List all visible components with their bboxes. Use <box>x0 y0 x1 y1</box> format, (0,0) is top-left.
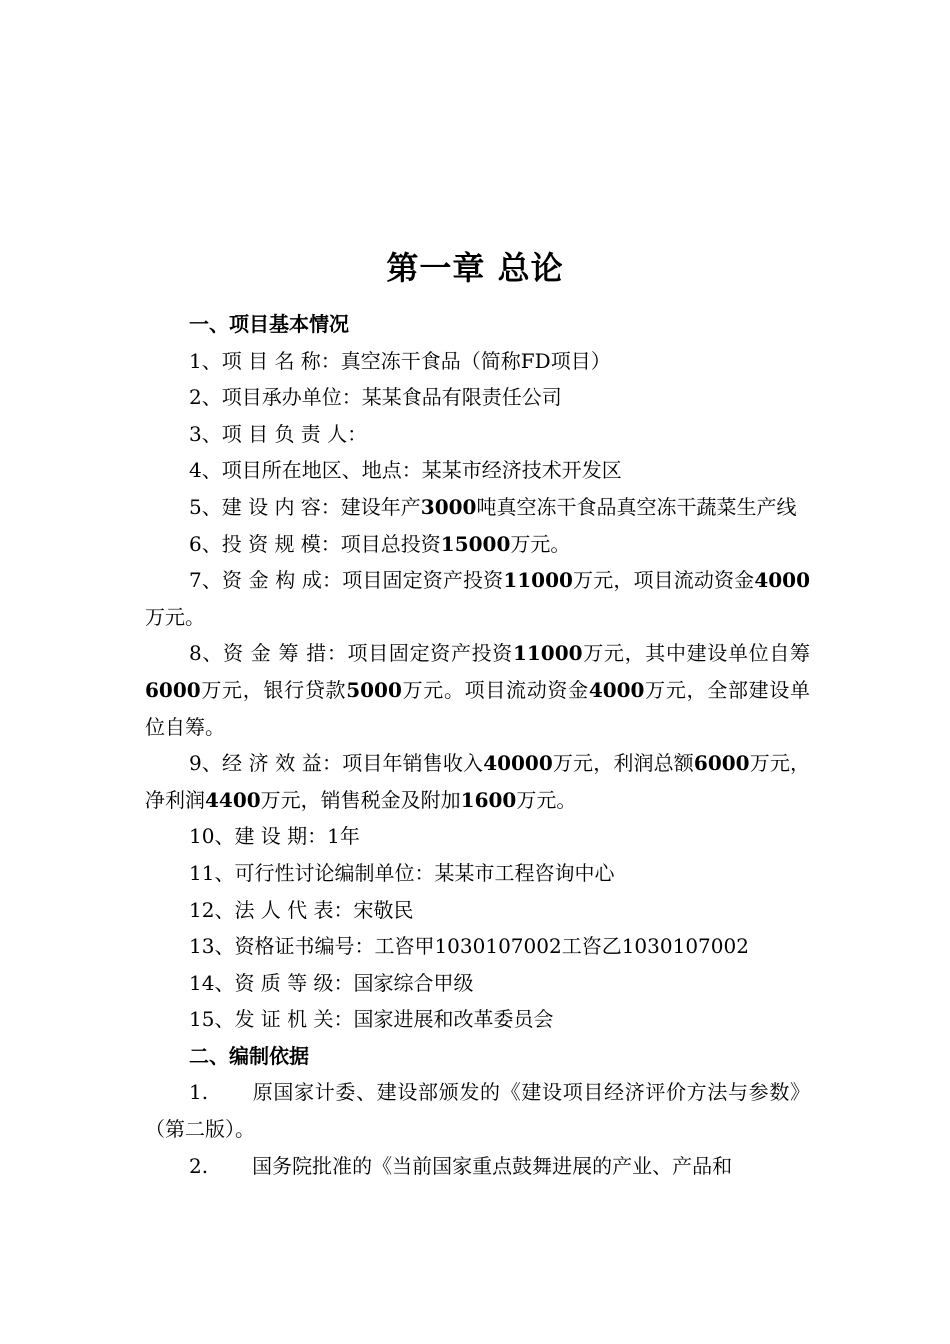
item-number: 3000 <box>420 494 477 519</box>
section-heading-basis: 二、编制依据 <box>189 1043 309 1068</box>
item-construction-content <box>145 489 810 526</box>
item-sponsor-unit: 2、项目承办单位：某某食品有限责任公司 <box>189 385 562 410</box>
basis-item-2 <box>145 1148 810 1185</box>
item-text: 5、建 设 内 容：建设年产 <box>189 494 421 519</box>
item-text: 万元。项目流动资金 <box>401 677 589 702</box>
item-issuing-authority: 15、发 证 机 关：国家进展和改革委员会 <box>189 1007 554 1032</box>
item-project-leader: 3、项 目 负 责 人： <box>189 421 368 446</box>
chapter-title: 第一章 总论 <box>386 249 564 287</box>
item-number: 4400 <box>205 787 261 812</box>
item-construction-period: 10、建 设 期：1年 <box>189 824 360 849</box>
item-text: 万元，银行贷款 <box>200 677 347 702</box>
item-text: 万元，全部建设单位自筹。 <box>145 677 811 739</box>
item-fund-raising <box>145 635 810 745</box>
item-text: 万元，净利润 <box>145 751 810 812</box>
item-text: 8、资 金 筹 措：项目固定资产投资 <box>189 641 513 666</box>
item-report-unit: 11、可行性讨论编制单位：某某市工程咨询中心 <box>189 860 615 885</box>
item-text: 万元，利润总额 <box>552 751 694 776</box>
item-text: 万元，项目流动资金 <box>572 568 755 593</box>
basis-item-number: 2. <box>189 1153 209 1178</box>
item-number: 6000 <box>145 677 201 702</box>
item-text: 万元，销售税金及附加 <box>260 787 461 812</box>
item-certificate-number: 13、资格证书编号：工咨甲1030107002工咨乙1030107002 <box>189 934 749 959</box>
basis-item-number: 1. <box>189 1080 209 1105</box>
item-text: 万元，其中建设单位自筹 <box>582 641 811 666</box>
item-text: 7、资 金 构 成：项目固定资产投资 <box>189 568 504 593</box>
basis-item-text: 原国家计委、建设部颁发的《建设项目经济评价方法与参数》（第二版）。 <box>145 1080 810 1142</box>
item-project-location: 4、项目所在地区、地点：某某市经济技术开发区 <box>189 458 622 483</box>
item-number: 1600 <box>460 787 517 812</box>
item-legal-representative: 12、法 人 代 表：宋敬民 <box>189 897 414 922</box>
item-investment-scale <box>145 526 810 563</box>
item-number: 4000 <box>754 568 810 593</box>
item-text: 万元。 <box>145 604 205 629</box>
basis-item-text: 国务院批准的《当前国家重点鼓舞进展的产业、产品和 <box>252 1153 733 1178</box>
item-economic-benefit <box>145 745 810 818</box>
item-capital-structure <box>145 562 810 635</box>
item-number: 6000 <box>693 751 750 776</box>
document-body <box>145 306 810 1184</box>
item-number: 5000 <box>346 677 402 702</box>
item-text: 万元。 <box>510 531 571 556</box>
basis-item-1 <box>145 1074 810 1147</box>
item-qualification-level: 14、资 质 等 级：国家综合甲级 <box>189 970 474 995</box>
item-number: 4000 <box>588 677 645 702</box>
item-number: 11000 <box>503 568 573 593</box>
item-number: 11000 <box>512 641 583 666</box>
item-text: 9、经 济 效 益：项目年销售收入 <box>189 751 484 776</box>
item-text: 吨真空冻干食品真空冻干蔬菜生产线 <box>476 494 797 519</box>
item-project-name: 1、项 目 名 称：真空冻干食品（简称FD项目） <box>189 348 611 373</box>
item-number: 15000 <box>440 531 511 556</box>
item-text: 6、投 资 规 模：项目总投资 <box>189 531 441 556</box>
section-heading-basic-info: 一、项目基本情况 <box>189 312 349 336</box>
item-text: 万元。 <box>516 787 577 812</box>
item-number: 40000 <box>483 751 553 776</box>
